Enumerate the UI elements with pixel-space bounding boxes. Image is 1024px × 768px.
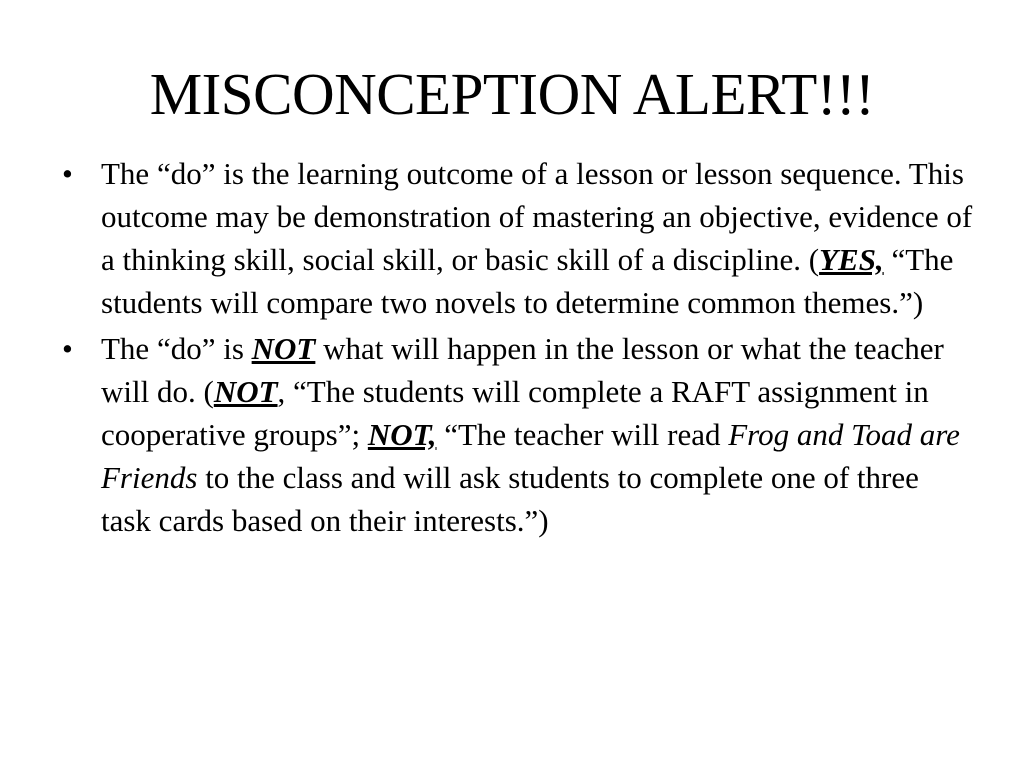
bullet-text: The “do” is	[101, 331, 252, 366]
not-emphasis: NOT	[251, 331, 316, 366]
bullet-item-not-example	[56, 327, 976, 542]
bullet-text: what will happen in the lesson or what the teacher will do. (	[101, 331, 944, 409]
bullet-item-misconception-definition	[56, 152, 976, 324]
bullet-text: The “do” is the learning outcome of a lesson or lesson sequence. This outcome may be demonstration of mastering an objective, evidence of a thinking skill, social skill, or basic skill of a discipline. (	[101, 156, 973, 277]
slide-title: MISCONCEPTION ALERT!!!	[149, 61, 875, 127]
bullet-icon: •	[62, 156, 73, 191]
bullet-text: , “The students will complete a RAFT assignment in cooperative groups”;	[101, 374, 929, 452]
yes-emphasis: YES,	[819, 242, 884, 277]
bullet-list	[56, 152, 976, 542]
bullet-text: “The students will compare two novels to determine common themes.”)	[101, 242, 954, 320]
bullet-text: “The teacher will read	[436, 417, 729, 452]
not-emphasis: NOT,	[367, 417, 437, 452]
book-title: Frog and Toad are Friends	[101, 417, 960, 495]
not-emphasis: NOT	[213, 374, 278, 409]
bullet-text: to the class and will ask students to complete one of three task cards based on their interests.”)	[101, 460, 919, 538]
bullet-icon: •	[62, 331, 73, 366]
